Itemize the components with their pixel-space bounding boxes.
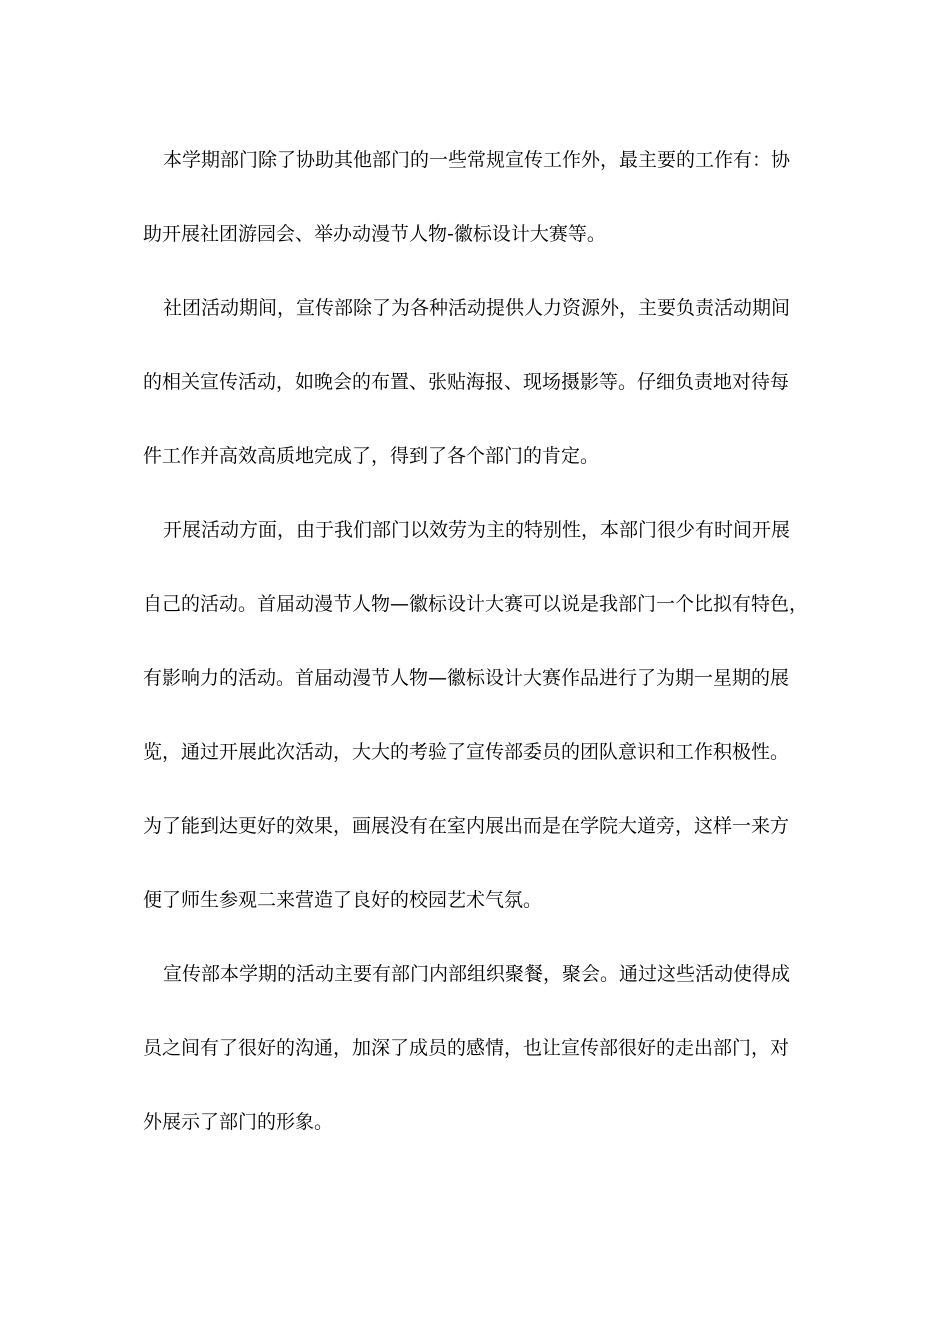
document-body <box>143 123 808 1159</box>
paragraph-line: 员之间有了很好的沟通，加深了成员的感情，也让宣传部很好的走出部门，对 <box>143 1037 790 1059</box>
paragraph-2 <box>143 271 808 493</box>
paragraph-3 <box>143 493 808 937</box>
paragraph-line: 自己的活动。首届动漫节人物—徽标设计大赛可以说是我部门一个比拟有特色， <box>143 593 809 615</box>
paragraph-line: 本学期部门除了协助其他部门的一些常规宣传工作外，最主要的工作有：协 <box>163 149 791 171</box>
paragraph-1 <box>143 123 808 271</box>
paragraph-line: 为了能到达更好的效果，画展没有在室内展出而是在学院大道旁，这样一来方 <box>143 815 790 837</box>
paragraph-line: 宣传部本学期的活动主要有部门内部组织聚餐，聚会。通过这些活动使得成 <box>163 963 791 985</box>
paragraph-line: 便了师生参观二来营造了良好的校园艺术气氛。 <box>143 889 543 911</box>
paragraph-line: 件工作并高效高质地完成了，得到了各个部门的肯定。 <box>143 445 600 467</box>
paragraph-line: 的相关宣传活动，如晚会的布置、张贴海报、现场摄影等。仔细负责地对待每 <box>143 371 790 393</box>
paragraph-4 <box>143 937 808 1159</box>
paragraph-line: 社团活动期间，宣传部除了为各种活动提供人力资源外，主要负责活动期间 <box>163 297 791 319</box>
paragraph-line: 外展示了部门的形象。 <box>143 1111 334 1133</box>
paragraph-line: 开展活动方面，由于我们部门以效劳为主的特别性，本部门很少有时间开展 <box>163 519 791 541</box>
paragraph-line: 览，通过开展此次活动，大大的考验了宣传部委员的团队意识和工作积极性。 <box>143 741 790 763</box>
paragraph-line: 助开展社团游园会、举办动漫节人物-徽标设计大赛等。 <box>143 223 606 245</box>
paragraph-line: 有影响力的活动。首届动漫节人物—徽标设计大赛作品进行了为期一星期的展 <box>143 667 790 689</box>
